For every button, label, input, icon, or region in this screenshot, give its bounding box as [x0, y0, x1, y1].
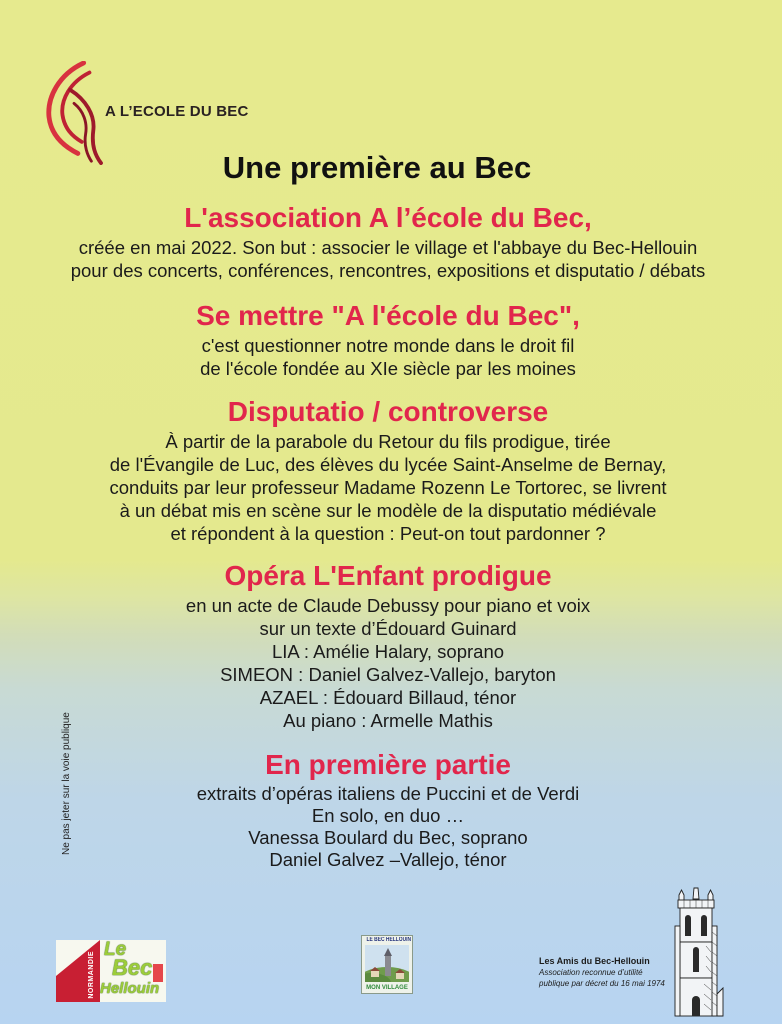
section-line: sur un texte d’Édouard Guinard [259, 618, 517, 639]
section-line: AZAEL : Édouard Billaud, ténor [259, 687, 517, 708]
logo-text: A L’ECOLE DU BEC [105, 103, 249, 120]
section-heading: En première partie [265, 749, 511, 780]
section-line: conduits par leur professeur Madame Rozenn Le Tortorec, se livrent [109, 477, 667, 498]
section-line: Daniel Galvez –Vallejo, ténor [269, 849, 507, 870]
logo-word: Le [104, 940, 127, 960]
amis-line: publique par décret du 16 mai 1974 [539, 979, 665, 988]
amis-name: Les Amis du Bec-Hellouin [539, 956, 650, 966]
section-association [0, 202, 776, 282]
section-heading: Opéra L'Enfant prodigue [224, 560, 552, 591]
section-ecole-du-bec [0, 300, 776, 380]
amis-line: Association reconnue d’utilité [539, 968, 643, 977]
section-line: et répondent à la question : Peut-on tout pardonner ? [170, 523, 606, 544]
village-picture-icon [365, 945, 409, 982]
section-line: extraits d’opéras italiens de Puccini et de Verdi [196, 783, 580, 804]
logo-word: Bec [112, 955, 153, 980]
section-line: SIMEON : Daniel Galvez-Vallejo, baryton [220, 664, 556, 685]
section-heading: L'association A l’école du Bec, [184, 202, 592, 233]
section-heading: Se mettre "A l'école du Bec", [196, 300, 580, 331]
normandie-bec-hellouin-logo [56, 940, 166, 1002]
section-line: À partir de la parabole du Retour du fils prodigue, tirée [165, 431, 611, 452]
section-line: créée en mai 2022. Son but : associer le village et l'abbaye du Bec-Hellouin [78, 237, 698, 258]
section-premiere-partie [0, 749, 776, 871]
logo-region-text: NORMANDIE [88, 951, 95, 999]
logo-word: Hellouin [100, 980, 160, 997]
section-line: LIA : Amélie Halary, soprano [271, 641, 505, 662]
section-line: de l'école fondée au XIe siècle par les moines [200, 358, 576, 379]
section-line: En solo, en duo … [311, 805, 465, 826]
section-disputatio [0, 396, 776, 545]
tower-illustration [668, 886, 724, 1018]
section-line: en un acte de Claude Debussy pour piano et voix [185, 595, 591, 616]
section-line: de l'Évangile de Luc, des élèves du lycée Saint-Anselme de Bernay, [109, 454, 667, 475]
section-line: pour des concerts, conférences, rencontres, expositions et disputatio / débats [70, 260, 706, 281]
amis-association-block [539, 955, 667, 989]
section-opera [0, 560, 776, 732]
page-title: Une première au Bec [222, 150, 532, 185]
section-heading: Disputatio / controverse [227, 396, 549, 427]
section-line: c'est questionner notre monde dans le droit fil [201, 335, 575, 356]
village-logo-top-text: LE BEC HELLOUIN [366, 937, 412, 943]
section-line: à un débat mis en scène sur le modèle de la disputatio médiévale [119, 500, 657, 521]
section-line: Vanessa Boulard du Bec, soprano [248, 827, 528, 848]
village-logo-bottom-text: MON VILLAGE [366, 985, 408, 991]
section-line: Au piano : Armelle Mathis [283, 710, 493, 731]
side-note: Ne pas jeter sur la voie publique [61, 712, 72, 856]
mon-village-logo [361, 935, 413, 994]
